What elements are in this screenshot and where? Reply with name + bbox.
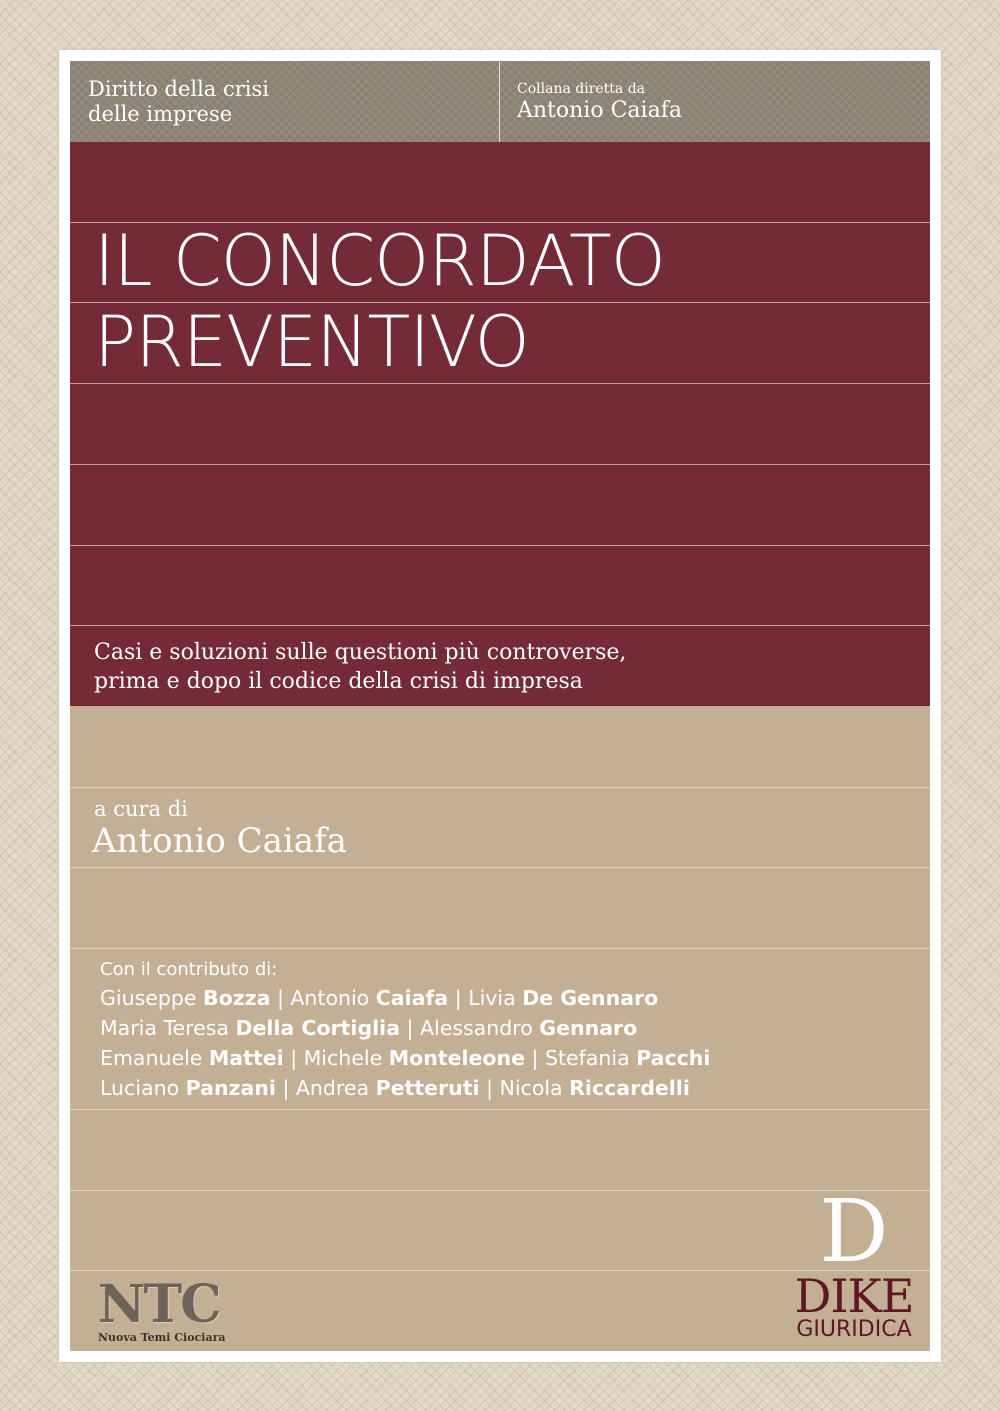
series-director-label: Collana diretta da bbox=[517, 81, 646, 97]
contributor-separator: | bbox=[270, 986, 291, 1010]
contributors-row bbox=[100, 1073, 710, 1103]
series-director-name: Antonio Caiafa bbox=[517, 98, 682, 123]
rule bbox=[70, 464, 930, 465]
contributors-row bbox=[100, 1013, 710, 1043]
series-title-line2: delle imprese bbox=[88, 102, 233, 126]
contributor-last-name: Monteleone bbox=[388, 1046, 526, 1070]
contributor-separator: | bbox=[400, 1016, 420, 1040]
ntc-name: Nuova Temi Ciociara bbox=[98, 1331, 226, 1344]
book-title-line2: PREVENTIVO bbox=[94, 301, 529, 383]
contributors-row bbox=[100, 1043, 710, 1073]
book-subtitle-line1: Casi e soluzioni sulle questioni più controverse, bbox=[94, 640, 627, 665]
contributor-first-name: Maria Teresa bbox=[100, 1016, 236, 1040]
rule bbox=[70, 948, 930, 949]
contributor-first-name: Stefania bbox=[544, 1046, 637, 1070]
contributor-last-name: Bozza bbox=[203, 986, 271, 1010]
rule bbox=[70, 545, 930, 546]
book-title-line1: IL CONCORDATO bbox=[94, 220, 665, 302]
contributor-last-name: Gennaro bbox=[539, 1016, 638, 1040]
book-title bbox=[94, 221, 665, 383]
contributor-last-name: Riccardelli bbox=[569, 1076, 690, 1100]
contributor-last-name: Pacchi bbox=[636, 1046, 711, 1070]
contributor-first-name: Antonio bbox=[290, 986, 376, 1010]
dike-sub: GIURIDICA bbox=[796, 1317, 912, 1342]
contributor-separator: | bbox=[525, 1046, 545, 1070]
series-title-line1: Diritto della crisi bbox=[88, 77, 270, 101]
contributor-separator: | bbox=[479, 1076, 500, 1100]
contributor-last-name: Mattei bbox=[208, 1046, 284, 1070]
curator-name: Antonio Caiafa bbox=[92, 821, 347, 861]
dike-publisher-logo bbox=[786, 1182, 922, 1347]
book-subtitle-line2: prima e dopo il codice della crisi di impresa bbox=[94, 669, 583, 694]
contributor-first-name: Livia bbox=[468, 986, 523, 1010]
contributor-last-name: Della Cortiglia bbox=[235, 1016, 401, 1040]
contributors-label: Con il contributo di: bbox=[100, 959, 278, 980]
dike-d-mark: D bbox=[819, 1182, 889, 1282]
rule bbox=[70, 787, 930, 788]
contributor-last-name: Panzani bbox=[185, 1076, 276, 1100]
rule bbox=[70, 867, 930, 868]
contributor-first-name: Michele bbox=[303, 1046, 389, 1070]
contributor-first-name: Andrea bbox=[295, 1076, 376, 1100]
rule bbox=[70, 383, 930, 384]
contributor-last-name: Caiafa bbox=[375, 986, 449, 1010]
contributor-first-name: Luciano bbox=[100, 1076, 186, 1100]
series-title bbox=[88, 77, 269, 127]
contributor-first-name: Alessandro bbox=[419, 1016, 540, 1040]
book-subtitle bbox=[94, 638, 626, 696]
contributors bbox=[100, 957, 710, 1103]
contributors-row bbox=[100, 983, 710, 1013]
contributor-last-name: Petteruti bbox=[375, 1076, 480, 1100]
rule bbox=[70, 625, 930, 626]
contributor-last-name: De Gennaro bbox=[522, 986, 659, 1010]
series-header bbox=[70, 61, 930, 142]
dike-word: DIKE bbox=[794, 1269, 914, 1323]
curator-label: a cura di bbox=[94, 797, 188, 821]
contributor-separator: | bbox=[275, 1076, 296, 1100]
book-cover bbox=[70, 61, 930, 1351]
ntc-mark: NTC bbox=[98, 1274, 220, 1335]
contributor-first-name: Nicola bbox=[499, 1076, 570, 1100]
rule bbox=[70, 1109, 930, 1110]
contributor-separator: | bbox=[448, 986, 469, 1010]
contributor-separator: | bbox=[283, 1046, 304, 1070]
ntc-publisher-logo bbox=[98, 1274, 248, 1344]
contributor-first-name: Giuseppe bbox=[100, 986, 204, 1010]
header-divider bbox=[499, 61, 500, 142]
contributor-first-name: Emanuele bbox=[100, 1046, 209, 1070]
